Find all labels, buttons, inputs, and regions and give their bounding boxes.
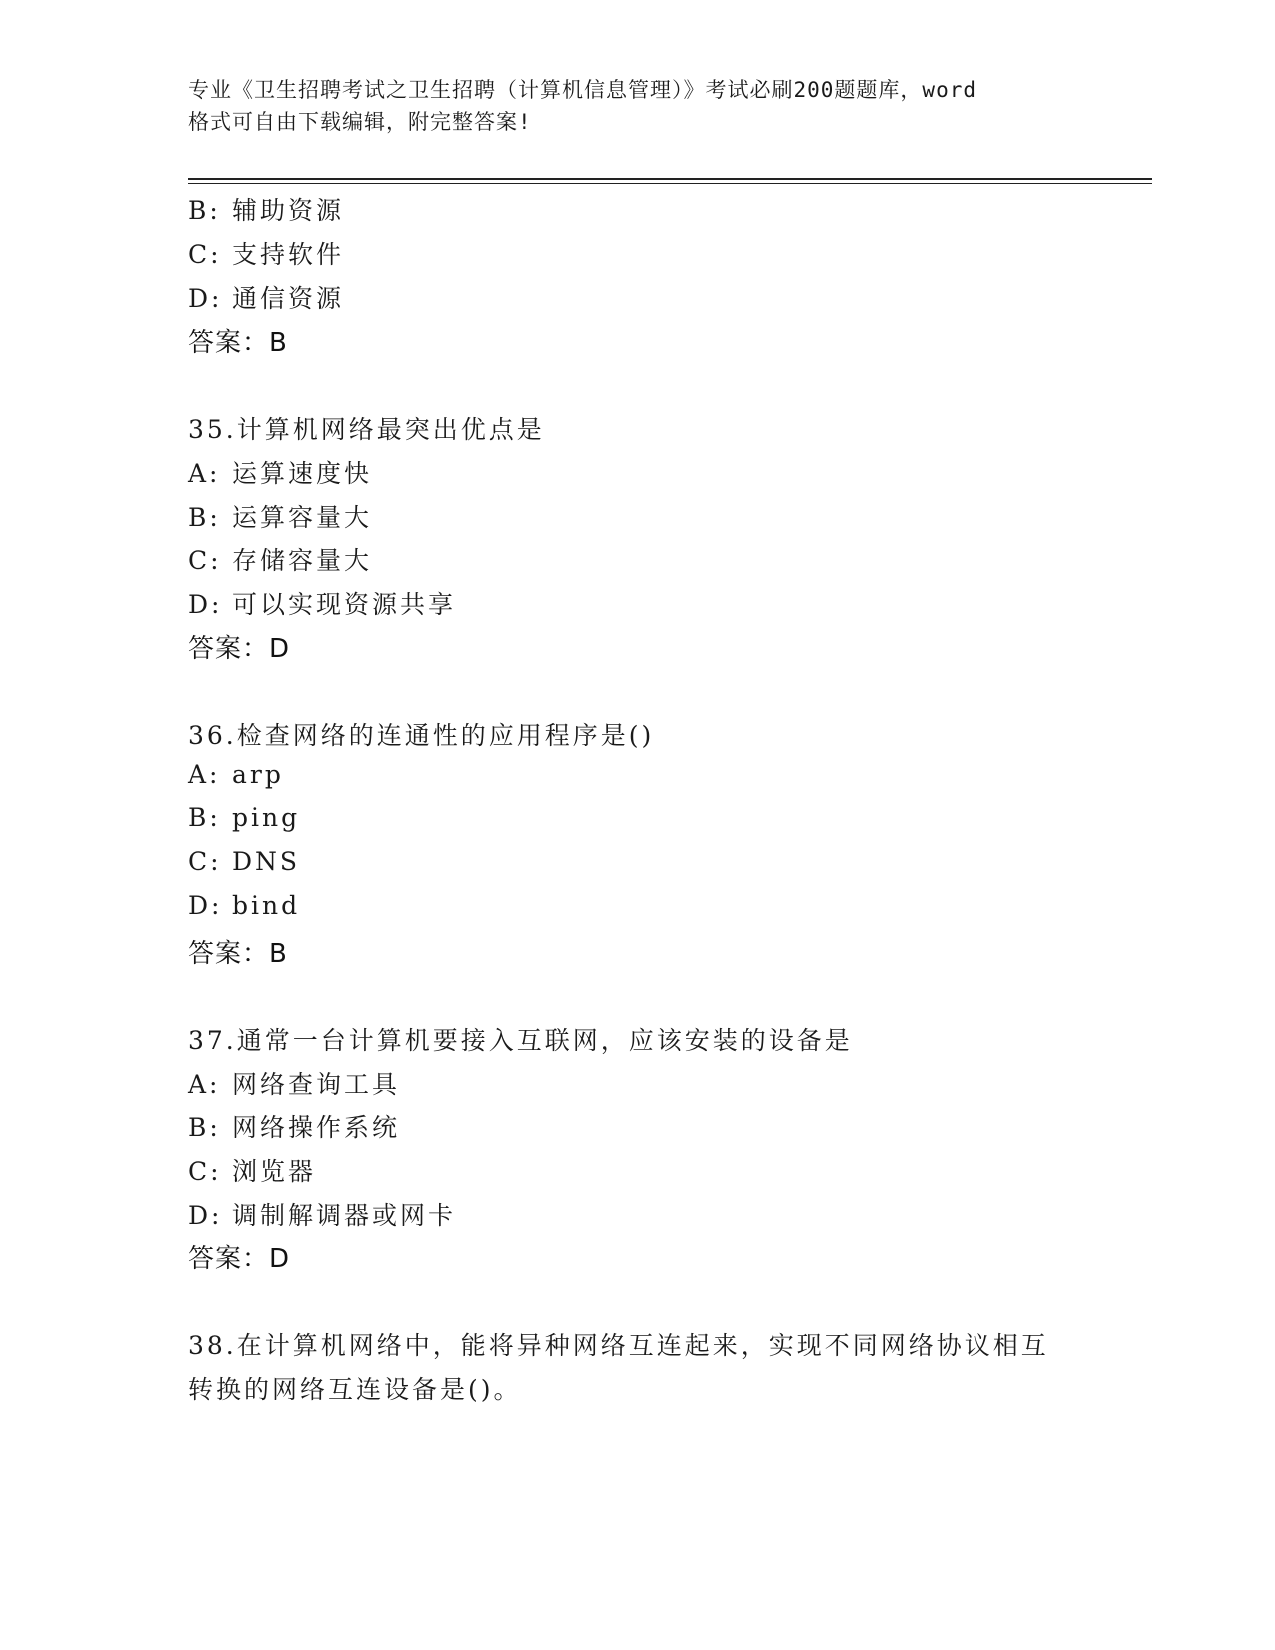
option-letter: A: bbox=[188, 1070, 221, 1099]
question-stem: 38.在计算机网络中，能将异种网络互连起来，实现不同网络协议相互 bbox=[188, 1331, 1049, 1360]
option-letter: D: bbox=[188, 590, 223, 619]
answer-line: 答案：D bbox=[188, 634, 291, 664]
question-stem: 37.通常一台计算机要接入互联网，应该安装的设备是 bbox=[188, 1026, 853, 1055]
answer-line: 答案：B bbox=[188, 328, 288, 358]
option-text: bind bbox=[232, 891, 301, 920]
option-letter: D: bbox=[188, 284, 223, 313]
answer-line: 答案：D bbox=[188, 1244, 291, 1274]
question-stem-continued: 转换的网络互连设备是()。 bbox=[188, 1375, 522, 1404]
question-option bbox=[188, 847, 300, 876]
question-option bbox=[188, 803, 300, 832]
option-text: 通信资源 bbox=[232, 284, 345, 313]
option-letter: D: bbox=[188, 891, 223, 920]
answer-line: 答案：B bbox=[188, 939, 288, 969]
question-option bbox=[188, 585, 456, 621]
question-stem: 35.计算机网络最突出优点是 bbox=[188, 415, 545, 444]
question-option bbox=[188, 1108, 400, 1144]
question-option bbox=[188, 760, 284, 789]
option-text: 网络查询工具 bbox=[232, 1070, 401, 1099]
option-text: 运算容量大 bbox=[232, 503, 373, 532]
option-letter: C: bbox=[188, 240, 222, 269]
option-text: DNS bbox=[232, 847, 301, 876]
option-text: 调制解调器或网卡 bbox=[232, 1201, 457, 1230]
option-text: arp bbox=[232, 760, 284, 789]
option-letter: A: bbox=[188, 459, 221, 488]
header-divider-thin bbox=[188, 183, 1152, 184]
option-text: 辅助资源 bbox=[232, 196, 345, 225]
question-option bbox=[188, 498, 372, 534]
option-letter: B: bbox=[188, 196, 221, 225]
option-letter: C: bbox=[188, 847, 222, 876]
question-stem: 36.检查网络的连通性的应用程序是() bbox=[188, 721, 655, 750]
header-line-2: 格式可自由下载编辑，附完整答案! bbox=[188, 110, 532, 134]
header-divider-thick bbox=[188, 178, 1152, 180]
option-letter: C: bbox=[188, 546, 222, 575]
option-letter: C: bbox=[188, 1157, 222, 1186]
question-option bbox=[188, 454, 372, 490]
option-letter: B: bbox=[188, 1113, 221, 1142]
option-text: 存储容量大 bbox=[232, 546, 373, 575]
question-option bbox=[188, 1196, 456, 1232]
option-text: 网络操作系统 bbox=[232, 1113, 401, 1142]
question-option bbox=[188, 279, 344, 315]
option-letter: D: bbox=[188, 1201, 223, 1230]
question-option bbox=[188, 235, 344, 271]
option-text: 支持软件 bbox=[232, 240, 345, 269]
option-text: ping bbox=[232, 803, 301, 832]
option-text: 浏览器 bbox=[232, 1157, 317, 1186]
option-text: 可以实现资源共享 bbox=[232, 590, 457, 619]
question-option bbox=[188, 541, 372, 577]
option-letter: A: bbox=[188, 760, 221, 789]
option-letter: B: bbox=[188, 503, 221, 532]
question-option bbox=[188, 1152, 316, 1188]
question-option bbox=[188, 191, 344, 227]
question-option bbox=[188, 1065, 400, 1101]
option-letter: B: bbox=[188, 803, 221, 832]
document-header bbox=[188, 74, 1088, 138]
option-text: 运算速度快 bbox=[232, 459, 373, 488]
question-option bbox=[188, 891, 300, 920]
header-line-1: 专业《卫生招聘考试之卫生招聘（计算机信息管理）》考试必刷200题题库，word bbox=[188, 78, 977, 102]
